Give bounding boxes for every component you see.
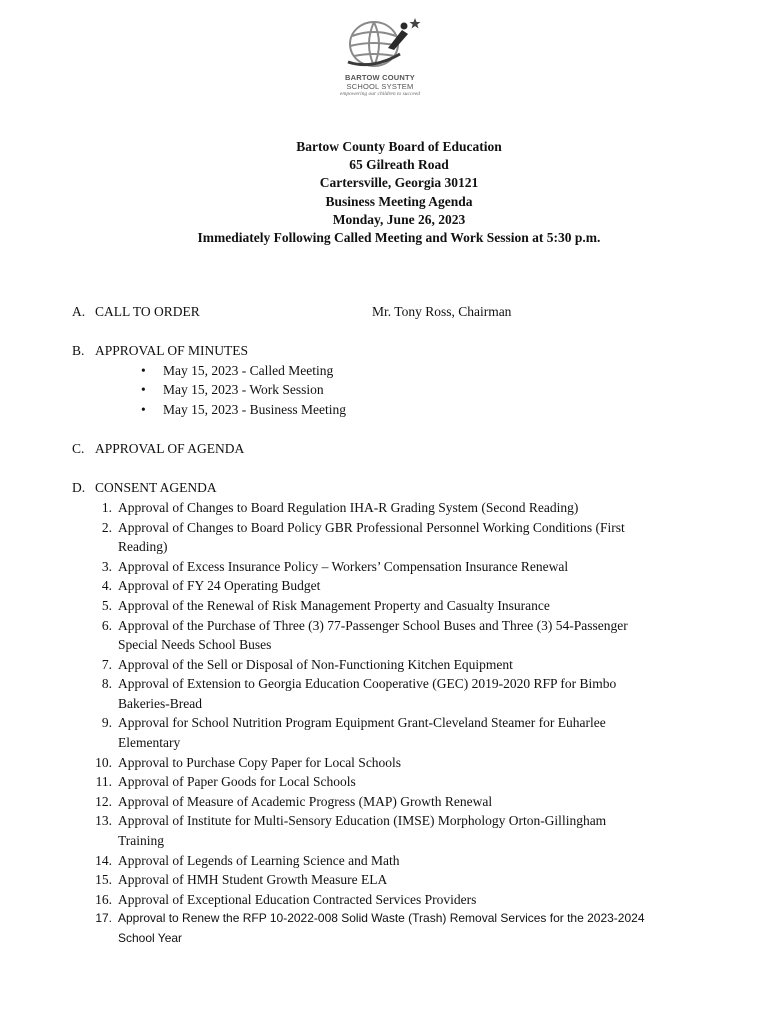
item-text: Approval of Changes to Board Policy GBR Professional Personnel Working Conditions (First [118, 519, 625, 535]
item-text: Approval of Excess Insurance Policy – Workers’ Compensation Insurance Renewal [118, 558, 569, 574]
list-item [72, 518, 738, 557]
list-item [72, 890, 738, 910]
section-letter: C. [72, 441, 85, 457]
item-number: 3. [101, 558, 112, 574]
list-item [72, 674, 738, 713]
item-number: 7. [101, 656, 112, 672]
section-approval-of-minutes [72, 341, 732, 361]
header-line: Monday, June 26, 2023 [332, 211, 466, 227]
item-number: 4. [101, 578, 112, 594]
item-number: 11. [95, 774, 112, 790]
item-text: Approval of Extension to Georgia Education Cooperative (GEC) 2019-2020 RFP for Bimbo [118, 676, 617, 692]
list-item [72, 909, 738, 948]
school-system-logo [330, 14, 430, 110]
bullet-icon: • [141, 382, 146, 398]
item-text: Approval of Institute for Multi-Sensory Education (IMSE) Morphology Orton-Gillingham [118, 813, 607, 829]
item-text: Approval for School Nutrition Program Equipment Grant-Cleveland Steamer for Euharlee [118, 715, 606, 731]
section-letter: D. [72, 480, 86, 496]
item-text-continued: School Year [118, 931, 183, 945]
item-text: Approval of the Sell or Disposal of Non-Functioning Kitchen Equipment [118, 656, 513, 672]
logo-name: BARTOW COUNTY [345, 73, 415, 82]
section-call-to-order [72, 302, 732, 322]
list-item [141, 380, 732, 400]
consent-list [72, 498, 732, 949]
section-title: CONSENT AGENDA [95, 480, 217, 496]
item-text: Approval of Legends of Learning Science and Math [118, 852, 400, 868]
item-number: 17. [95, 911, 112, 926]
item-number: 8. [101, 676, 112, 692]
logo-subname: SCHOOL SYSTEM [346, 82, 414, 91]
item-text: Approval of Measure of Academic Progress (MAP) Growth Renewal [118, 793, 493, 809]
header-line: Business Meeting Agenda [325, 193, 473, 209]
minutes-list [72, 361, 732, 420]
item-text-continued: Elementary [118, 735, 181, 751]
list-item [72, 792, 738, 812]
section-title: APPROVAL OF MINUTES [95, 343, 249, 359]
minutes-item: May 15, 2023 - Work Session [163, 382, 324, 398]
list-item [72, 870, 738, 890]
list-item [141, 361, 732, 381]
list-item [141, 400, 732, 420]
list-item [72, 576, 738, 596]
list-item [72, 498, 738, 518]
list-item [72, 713, 738, 752]
agenda-body [72, 302, 732, 949]
presenter-name: Mr. Tony Ross, Chairman [372, 304, 512, 319]
list-item [72, 753, 738, 773]
item-text: Approval of FY 24 Operating Budget [118, 578, 321, 594]
list-item [72, 616, 738, 655]
item-text: Approval of Paper Goods for Local Schools [118, 774, 356, 790]
document-header [0, 138, 770, 247]
item-text: Approval of Exceptional Education Contracted Services Providers [118, 891, 477, 907]
item-number: 9. [101, 715, 112, 731]
globe-star-icon [338, 14, 422, 72]
item-text: Approval of the Renewal of Risk Management Property and Casualty Insurance [118, 597, 550, 613]
minutes-item: May 15, 2023 - Called Meeting [163, 362, 334, 378]
header-line: 65 Gilreath Road [349, 157, 449, 173]
item-text-continued: Training [118, 833, 165, 849]
header-line: Cartersville, Georgia 30121 [319, 175, 479, 191]
item-text: Approval of the Purchase of Three (3) 77-Passenger School Buses and Three (3) 54-Passenger [118, 617, 628, 633]
item-text-continued: Reading) [118, 539, 168, 555]
item-number: 12. [95, 793, 112, 809]
item-number: 14. [95, 852, 112, 868]
bullet-icon: • [141, 401, 146, 417]
item-text-continued: Bakeries-Bread [118, 695, 202, 711]
section-consent-agenda [72, 478, 732, 498]
item-number: 16. [95, 891, 112, 907]
item-number: 15. [95, 872, 112, 888]
minutes-item: May 15, 2023 - Business Meeting [163, 401, 346, 417]
logo-tagline: empowering our children to succeed [339, 91, 421, 97]
item-text: Approval to Renew the RFP 10-2022-008 Solid Waste (Trash) Removal Services for the 2023-2024 [118, 911, 645, 926]
item-text: Approval of Changes to Board Regulation IHA-R Grading System (Second Reading) [118, 499, 579, 515]
list-item [72, 772, 738, 792]
item-number: 6. [101, 617, 112, 633]
section-letter: A. [72, 304, 86, 319]
item-text-continued: Special Needs School Buses [118, 637, 272, 653]
header-line: Bartow County Board of Education [296, 139, 502, 154]
item-number: 10. [95, 754, 112, 770]
item-number: 13. [95, 813, 112, 829]
list-item [72, 655, 738, 675]
item-number: 2. [101, 519, 112, 535]
section-letter: B. [72, 343, 85, 359]
bullet-icon: • [141, 362, 146, 378]
item-text: Approval to Purchase Copy Paper for Local Schools [118, 754, 402, 770]
list-item [72, 596, 738, 616]
list-item [72, 811, 738, 850]
list-item [72, 557, 738, 577]
section-approval-of-agenda [72, 439, 732, 459]
header-line: Immediately Following Called Meeting and Work Session at 5:30 p.m. [197, 230, 601, 246]
section-title: APPROVAL OF AGENDA [95, 441, 245, 457]
item-number: 5. [101, 597, 112, 613]
list-item [72, 851, 738, 871]
section-title: CALL TO ORDER [95, 304, 200, 319]
item-text: Approval of HMH Student Growth Measure ELA [118, 872, 388, 888]
item-number: 1. [101, 499, 112, 515]
